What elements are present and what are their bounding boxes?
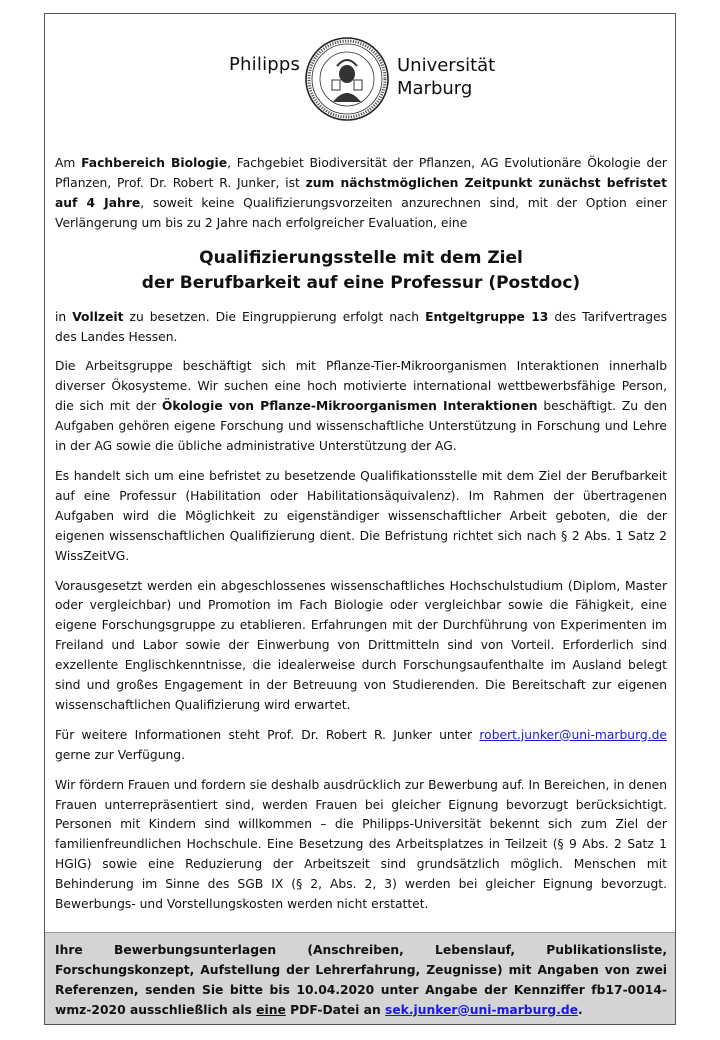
contact-email-link[interactable]: robert.junker@uni-marburg.de bbox=[479, 727, 667, 742]
requirements-paragraph: Vorausgesetzt werden ein abgeschlossenes wissenschaftliches Hochschulstudium (Diplom, Master oder vergleichbar) und Promotion im Fach Biologie oder vergleichbar sowie die Fähigkeit, eine eigene Forschungsgruppe zu etablieren. Erfahrungen mit der Durchführung von Experimenten im Freiland und Labor sowie der Einwerbung von Drittmitteln sind von Vorteil. Erforderlich sind exzellente Englischkenntnisse, die idealerweise durch Forschungsaufenthalte im Ausland belegt sind und großes Engagement in der Betreuung von Studierenden. Die Bereitschaft zur eigenen wissenschaftlichen Qualifizierung wird erwartet. bbox=[55, 578, 667, 712]
logo-word-universitaet: Universität bbox=[397, 55, 496, 76]
employment-terms-paragraph: in Vollzeit zu besetzen. Die Eingruppierung erfolgt nach Entgeltgruppe 13 des Tarifvertrages des Landes Hessen. bbox=[55, 309, 668, 344]
position-title-line-2: der Berufbarkeit auf eine Professur (Postdoc) bbox=[141, 272, 581, 293]
logo-word-philipps: Philipps bbox=[229, 54, 301, 75]
application-email-link[interactable]: sek.junker@uni-marburg.de bbox=[385, 1002, 579, 1017]
qualification-position-paragraph: Es handelt sich um eine befristet zu besetzende Qualifikationsstelle mit dem Ziel der Berufbarkeit auf eine Professur (Habilitation oder Habilitationsäquivalenz). Im Rahmen der übertragenen Aufgaben wird die Möglichkeit zu eigenständiger wissenschaftlicher Arbeit geboten, die der eigenen wissenschaftlichen Qualifizierung dient. Die Befristung richtet sich nach § 2 Abs. 1 Satz 2 WissZeitVG. bbox=[55, 468, 667, 563]
contact-paragraph: Für weitere Informationen steht Prof. Dr. Robert R. Junker unter robert.junker@uni-marburg.de gerne zur Verfügung. bbox=[55, 727, 667, 762]
logo-word-marburg: Marburg bbox=[397, 78, 473, 99]
university-logo bbox=[45, 36, 675, 122]
position-title bbox=[55, 246, 667, 296]
equal-opportunity-paragraph: Wir fördern Frauen und fordern sie deshalb ausdrücklich zur Bewerbung auf. In Bereichen, in denen Frauen unterrepräsentiert sind, werden Frauen bei gleicher Eignung bevorzugt berücksichtigt. Personen mit Kindern sind willkommen – die Philipps-Universität bekennt sich zum Ziel der familienfreundlichen Hochschule. Eine Besetzung des Arbeitsplatzes in Teilzeit (§ 9 Abs. 2 Satz 1 HGlG) sowie eine Reduzierung der Arbeitszeit sind grundsätzlich möglich. Menschen mit Behinderung im Sinne des SGB IX (§ 2, Abs. 2, 3) werden bei gleicher Eignung bevorzugt. Bewerbungs- und Vorstellungskosten werden nicht erstattet. bbox=[55, 777, 667, 912]
job-posting-page bbox=[44, 13, 676, 1025]
position-title-line-1: Qualifizierungsstelle mit dem Ziel bbox=[199, 247, 523, 268]
posting-body bbox=[55, 154, 667, 925]
application-instructions-box: Ihre Bewerbungsunterlagen (Anschreiben, Lebenslauf, Publikationsliste, Forschungskonzept, Aufstellung der Lehrerfahrung, Zeugnisse) mit Angaben von zwei Referenzen, senden Sie bitte bis 10.04.2020 unter Angabe der Kennziffer fb17-0014-wmz-2020 ausschließlich als eine PDF-Datei an sek.junker@uni-marburg.de. bbox=[45, 932, 675, 1024]
intro-paragraph: Am Fachbereich Biologie, Fachgebiet Biodiversität der Pflanzen, AG Evolutionäre Ökologie der Pflanzen, Prof. Dr. Robert R. Junker, ist zum nächstmöglichen Zeitpunkt zunächst befristet auf 4 Jahre, soweit keine Qualifizierungsvorzeiten anzurechnen sind, mit der Option einer Verlängerung um bis zu 2 Jahre nach erfolgreicher Evaluation, eine bbox=[55, 156, 667, 230]
emphasis-one-file: eine bbox=[256, 1002, 286, 1017]
logo-word-universitaet-marburg bbox=[397, 54, 495, 100]
research-group-paragraph: Die Arbeitsgruppe beschäftigt sich mit Pflanze-Tier-Mikroorganismen Interaktionen innerhalb diverser Ökosysteme. Wir suchen eine hoch motivierte international wettbewerbsfähige Person, die sich mit der Ökologie von Pflanze-Mikroorganismen Interaktionen beschäftigt. Zu den Aufgaben gehören eigene Forschung und wissenschaftliche Unterstützung in Forschung und Lehre in der AG sowie die übliche administrative Unterstützung der AG. bbox=[55, 359, 667, 454]
university-seal-icon bbox=[304, 36, 390, 122]
